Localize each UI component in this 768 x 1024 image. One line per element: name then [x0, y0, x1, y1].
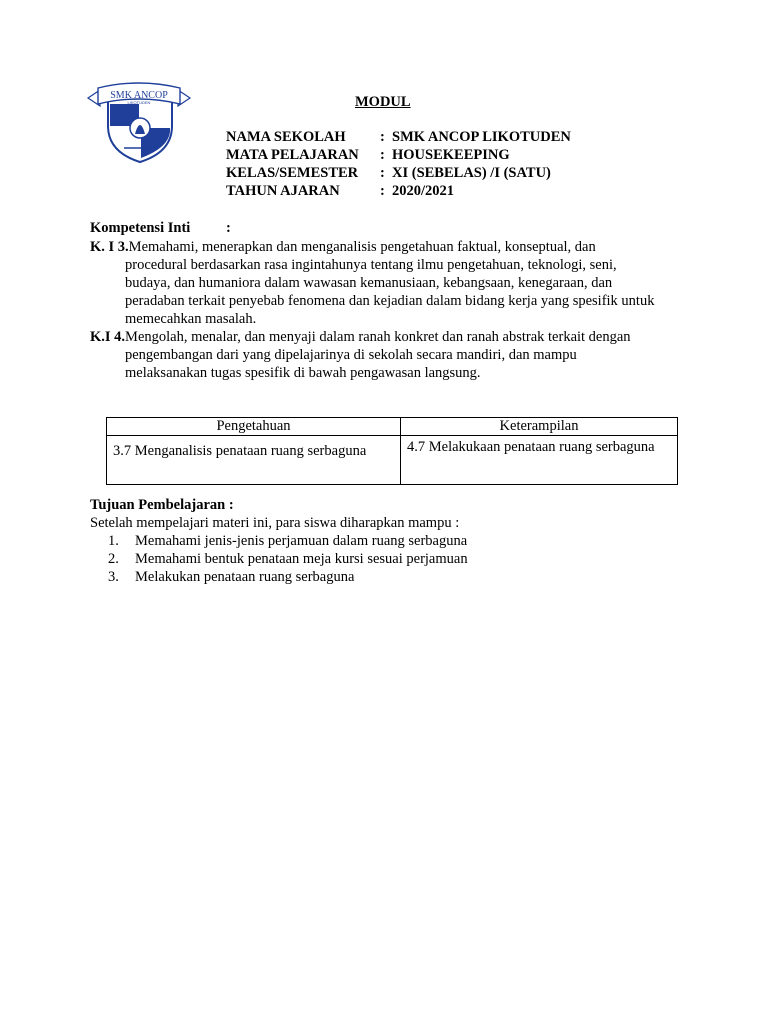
table-cell-pengetahuan: 3.7 Menganalisis penataan ruang serbaguna: [107, 436, 401, 485]
list-item: [108, 568, 468, 586]
table-header-keterampilan: Keterampilan: [401, 418, 678, 436]
ki4-line: melaksanakan tugas spesifik di bawah pengawasan langsung.: [125, 365, 481, 381]
table-header-pengetahuan: Pengetahuan: [107, 418, 401, 436]
ki3-block: [90, 238, 680, 328]
info-value: 2020/2021: [392, 183, 455, 199]
info-label: TAHUN AJARAN: [226, 183, 340, 199]
tujuan-heading: Tujuan Pembelajaran :: [90, 497, 234, 513]
ki3-line: K. I 3.Memahami, menerapkan dan menganalisis pengetahuan faktual, konseptual, dan: [90, 239, 596, 255]
info-label: NAMA SEKOLAH: [226, 129, 346, 145]
ki4-line: pengembangan dari yang dipelajarinya di sekolah secara mandiri, dan mampu: [125, 347, 577, 363]
ki4-block: [90, 328, 680, 382]
competency-table: [106, 417, 678, 485]
info-value: SMK ANCOP LIKOTUDEN: [392, 129, 571, 145]
ki3-line: budaya, dan humaniora dalam wawasan kemanusiaan, kebangsaan, kenegaraan, dan: [125, 275, 613, 291]
list-item: [108, 550, 468, 568]
info-label: KELAS/SEMESTER: [226, 165, 359, 181]
ki3-line: procedural berdasarkan rasa ingintahunya tentang ilmu pengetahuan, teknologi, seni,: [125, 257, 617, 273]
table-row: [107, 436, 678, 485]
info-colon: :: [380, 129, 385, 145]
list-text: Melakukan penataan ruang serbaguna: [135, 569, 355, 585]
kompetensi-colon: :: [226, 220, 231, 236]
info-value: HOUSEKEEPING: [392, 147, 510, 163]
list-number: 3.: [108, 569, 119, 585]
tujuan-list: [108, 532, 468, 586]
info-colon: :: [380, 147, 385, 163]
table-cell-keterampilan: 4.7 Melakukaan penataan ruang serbaguna: [401, 436, 678, 485]
kompetensi-heading: Kompetensi Inti: [90, 220, 191, 236]
document-title: MODUL: [355, 94, 411, 110]
info-value: XI (SEBELAS) /I (SATU): [392, 165, 551, 181]
ki3-label: K. I 3.: [90, 239, 129, 255]
ki3-line: peradaban terkait penyebab fenomena dan kejadian dalam bidang kerja yang spesifik untuk: [125, 293, 655, 309]
list-number: 1.: [108, 533, 119, 549]
tujuan-intro: Setelah mempelajari materi ini, para siswa diharapkan mampu :: [90, 515, 460, 531]
list-number: 2.: [108, 551, 119, 567]
list-text: Memahami jenis-jenis perjamuan dalam ruang serbaguna: [135, 533, 468, 549]
logo-text: SMK ANCOP: [110, 90, 168, 101]
info-label: MATA PELAJARAN: [226, 147, 359, 163]
school-logo: [86, 82, 192, 164]
logo-subtext: LIKOTUDEN: [127, 100, 151, 105]
ki4-label: K.I 4.: [90, 329, 126, 345]
info-colon: :: [380, 165, 385, 181]
ki4-line: K.I 4.Mengolah, menalar, dan menyaji dalam ranah konkret dan ranah abstrak terkait dengan: [90, 329, 631, 345]
list-item: [108, 532, 468, 550]
ki3-line: memecahkan masalah.: [125, 311, 257, 327]
table-header-row: [107, 418, 678, 436]
list-text: Memahami bentuk penataan meja kursi sesuai perjamuan: [135, 551, 468, 567]
info-colon: :: [380, 183, 385, 199]
